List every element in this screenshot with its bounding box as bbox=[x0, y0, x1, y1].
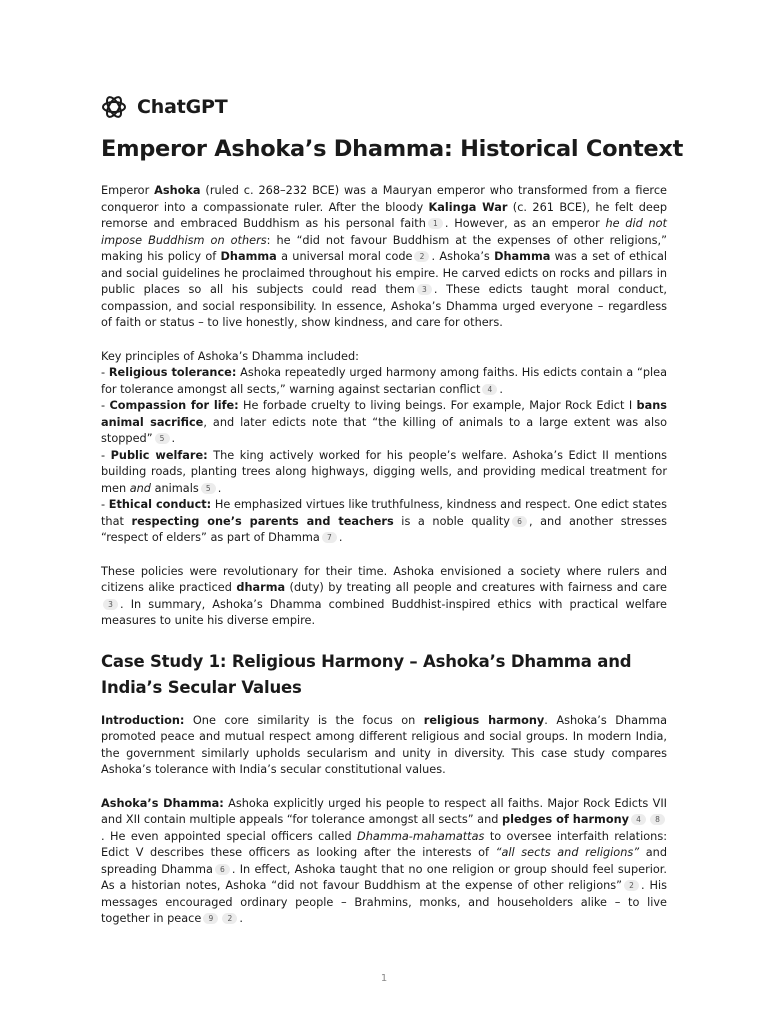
citation-marker[interactable]: 2 bbox=[414, 251, 429, 262]
case-study-dhamma: Ashoka’s Dhamma: Ashoka explicitly urged his people to respect all faiths. Major Rock Edicts VII and XII contain multiple appeals “for tolerance amongst all sects” and pledges of harmony 4 8. He even appointed special officers called Dhamma-mahamattas to oversee interfaith relations: Edict V describes these officers as looking after the interests of “all sects and religions” and spreading Dhamma 6 . In effect, Ashoka taught that no one religion or group should feel superior. As a historian notes, Ashoka “did not favour Buddhism at the expense of other religions” 2 . His messages encouraged ordinary people – Brahmins, monks, and householders alike – to live together in peace 9 2 . bbox=[101, 796, 668, 925]
citation-marker[interactable]: 4 bbox=[631, 814, 646, 825]
principle-religious-tolerance: - Religious tolerance: Ashoka repeatedly urged harmony among faiths. His edicts contain a “plea for tolerance amongst all sects,” warning against sectarian conflict 4 . bbox=[101, 366, 668, 396]
citation-marker[interactable]: 2 bbox=[222, 913, 237, 924]
openai-logo-icon bbox=[101, 94, 127, 120]
citation-marker[interactable]: 5 bbox=[155, 433, 170, 444]
citation-marker[interactable]: 4 bbox=[482, 384, 497, 395]
case-study-heading: Case Study 1: Religious Harmony – Ashoka’s Dhamma and India’s Secular Values bbox=[101, 651, 632, 697]
citation-marker[interactable]: 7 bbox=[322, 532, 337, 543]
citation-marker[interactable]: 5 bbox=[201, 483, 216, 494]
principle-compassion: - Compassion for life: He forbade cruelty to living beings. For example, Major Rock Edict I bans animal sacrifice, and later edicts note that “the killing of animals to a large extent was also stopped” 5 . bbox=[101, 399, 668, 445]
page-title: Emperor Ashoka’s Dhamma: Historical Context bbox=[101, 136, 684, 162]
citation-marker[interactable]: 1 bbox=[428, 218, 443, 229]
brand-name: ChatGPT bbox=[137, 96, 228, 118]
case-study-intro: Introduction: One core similarity is the focus on religious harmony. Ashoka’s Dhamma promoted peace and mutual respect among different religious and social groups. In modern India, the government similarly upholds secularism and unity in diversity. This case study compares Ashoka’s tolerance with India’s secular constitutional values. bbox=[101, 713, 667, 776]
principle-public-welfare: - Public welfare: The king actively worked for his people’s welfare. Ashoka’s Edict II mentions building roads, planting trees along highways, digging wells, and providing medical treatment for men and animals 5 . bbox=[101, 448, 668, 495]
citation-marker[interactable]: 6 bbox=[512, 516, 527, 527]
brand-header bbox=[101, 94, 227, 120]
intro-paragraph: Emperor Ashoka (ruled c. 268–232 BCE) was a Mauryan emperor who transformed from a fierce conqueror into a compassionate ruler. After the bloody Kalinga War (c. 261 BCE), he felt deep remorse and embraced Buddhism as his personal faith 1 . However, as an emperor he did not impose Buddhism on others: he “did not favour Buddhism at the expenses of other religions,” making his policy of Dhamma a universal moral code 2 . Ashoka’s Dhamma was a set of ethical and social guidelines he proclaimed throughout his empire. He carved edicts on rocks and pillars in public places so all his subjects could read them 3 . These edicts taught moral conduct, compassion, and social responsibility. In essence, Ashoka’s Dhamma urged everyone – regardless of faith or status – to live honestly, show kindness, and care for others. bbox=[101, 184, 668, 329]
summary-paragraph: These policies were revolutionary for their time. Ashoka envisioned a society where rulers and citizens alike practiced dharma (duty) by treating all people and creatures with fairness and care3 . In summary, Ashoka’s Dhamma combined Buddhist-inspired ethics with practical welfare measures to unite his diverse empire. bbox=[101, 564, 667, 627]
citation-marker[interactable]: 9 bbox=[203, 913, 218, 924]
page-number: 1 bbox=[380, 973, 388, 984]
citation-marker[interactable]: 3 bbox=[103, 599, 118, 610]
principles-heading: Key principles of Ashoka’s Dhamma included: bbox=[101, 349, 359, 363]
citation-marker[interactable]: 6 bbox=[215, 864, 230, 875]
document-body bbox=[101, 183, 667, 928]
citation-marker[interactable]: 2 bbox=[624, 880, 639, 891]
citation-marker[interactable]: 8 bbox=[650, 814, 665, 825]
citation-marker[interactable]: 3 bbox=[417, 284, 432, 295]
principle-ethical-conduct: - Ethical conduct: He emphasized virtues like truthfulness, kindness and respect. One edict states that respecting one’s parents and teachers is a noble quality 6 , and another stresses “respect of elders” as part of Dhamma 7 . bbox=[101, 498, 668, 544]
